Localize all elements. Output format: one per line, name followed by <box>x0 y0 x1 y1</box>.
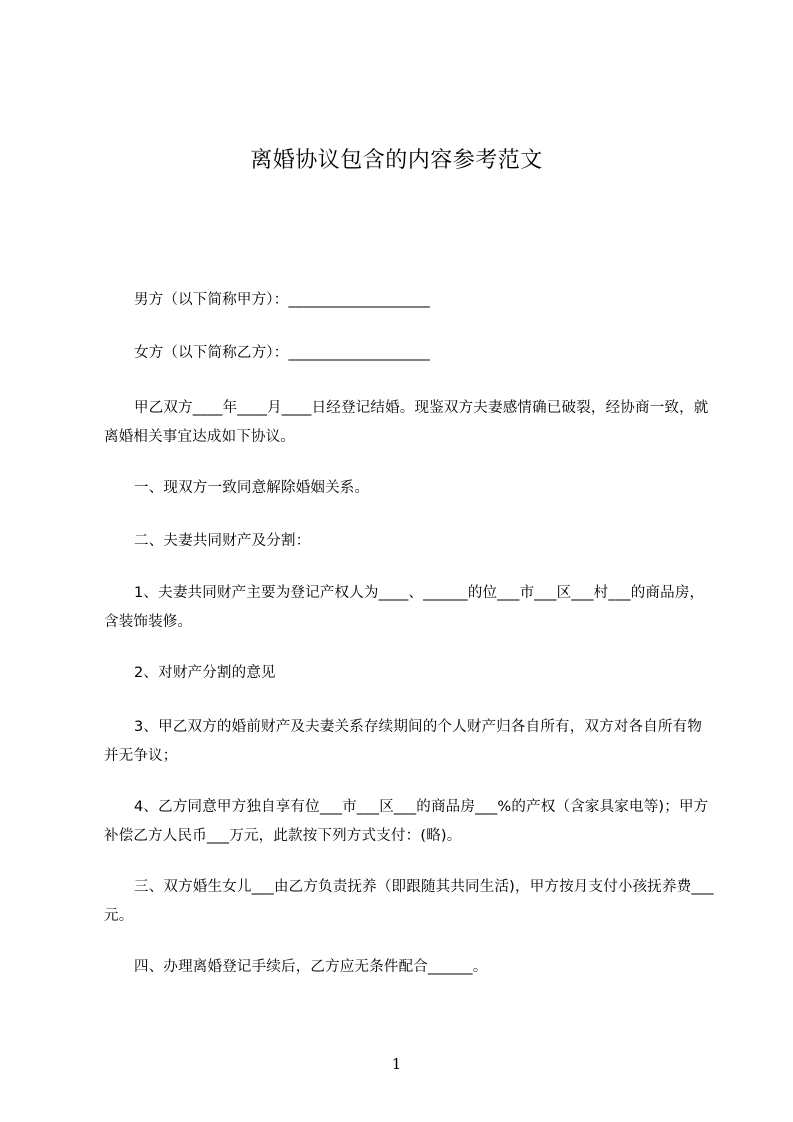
document-title: 离婚协议包含的内容参考范文 <box>250 148 543 173</box>
clause-2-item-4: 4、乙方同意甲方独自享有位___市___区___的商品房___%的产权（含家具家电等)；甲方补偿乙方人民币___万元，此款按下列方式支付：(略)。 <box>104 799 709 844</box>
clause-4-registration: 四、办理离婚登记手续后，乙方应无条件配合______。 <box>134 959 488 975</box>
party-b-line: 女方（以下简称乙方）：___________________ <box>134 345 430 361</box>
clause-1-dissolve-marriage: 一、现双方一致同意解除婚姻关系。 <box>134 480 370 496</box>
clause-3-child-custody: 三、双方婚生女儿___由乙方负责抚养（即跟随其共同生活)，甲方按月支付小孩抚养费___元。 <box>104 879 714 924</box>
party-a-line: 男方（以下简称甲方）：___________________ <box>134 292 430 308</box>
clause-2-item-2: 2、对财产分割的意见 <box>134 665 276 681</box>
marriage-statement-paragraph: 甲乙双方____年____月____日经登记结婚。现鉴双方夫妻感情确已破裂，经协商一致，就离婚相关事宜达成如下协议。 <box>104 400 709 445</box>
clause-2-item-3: 3、甲乙双方的婚前财产及夫妻关系存续期间的个人财产归各自所有，双方对各自所有物并无争议； <box>104 719 703 764</box>
clause-2-item-1: 1、夫妻共同财产主要为登记产权人为____、______的位___市___区___村___的商品房，含装饰装修。 <box>104 585 705 630</box>
clause-2-heading: 二、夫妻共同财产及分割： <box>134 533 311 549</box>
page-number: 1 <box>391 1055 402 1073</box>
